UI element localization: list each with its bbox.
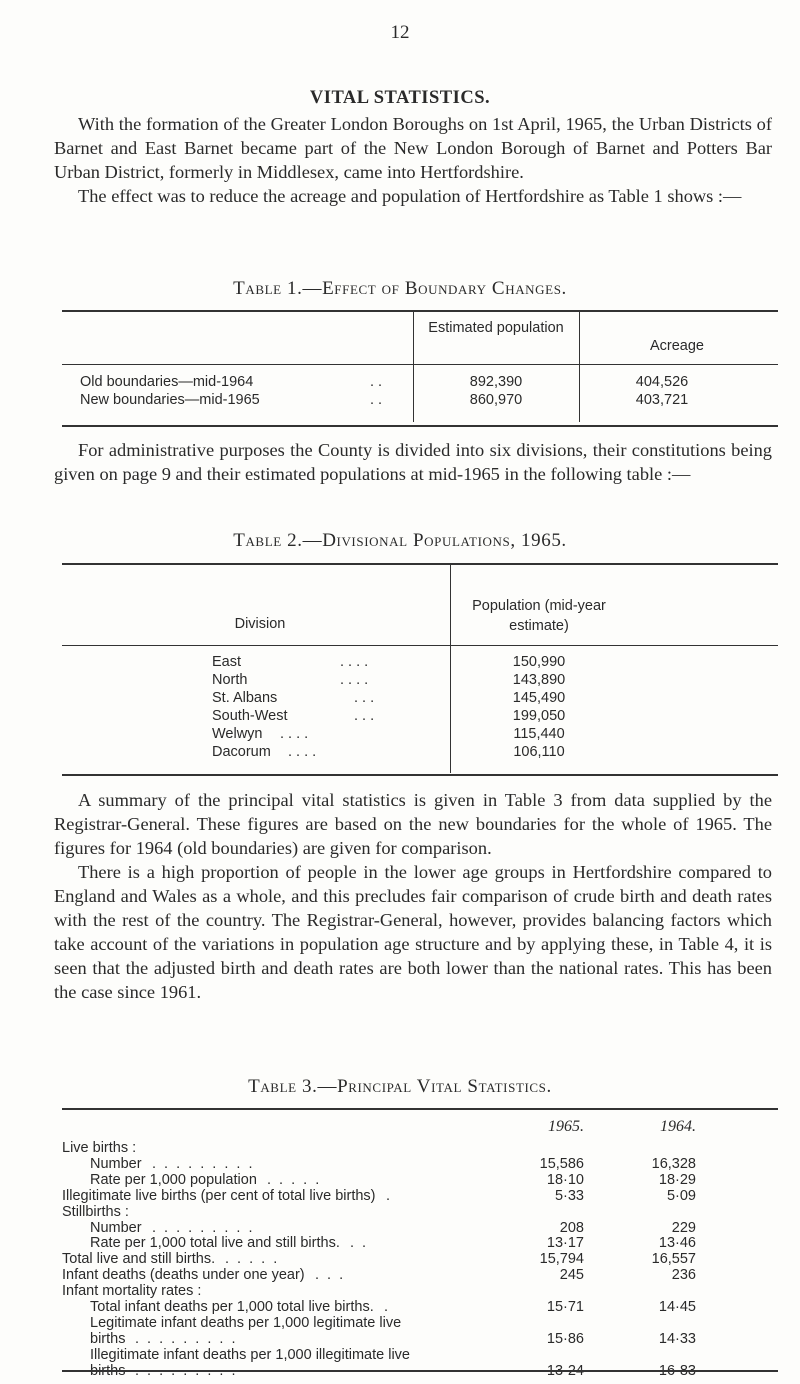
table3-row-label: Total infant deaths per 1,000 total live births. xyxy=(90,1299,374,1315)
table2-row-division: Dacorum xyxy=(212,744,271,760)
table2-row-division: East xyxy=(212,654,242,670)
table2-row-population: 115,440 xyxy=(513,726,565,742)
table3-row-label: Illegitimate live births (per cent of total live births) xyxy=(62,1187,376,1204)
table3-row-1965: 15·86 xyxy=(546,1330,584,1347)
table3-row-1965: 13·17 xyxy=(546,1235,584,1252)
table2-row-dots: . . . xyxy=(354,690,375,706)
table3-row-1964: 229 xyxy=(671,1219,696,1236)
paragraph-age-groups: There is a high proportion of people in the lower age groups in Hertfordshire compared to England and Wales as a whole, and this precludes fair comparison of crude birth and death rates with the rest of the country. The Registrar-General, however, provides balancing factors which take account of the variations in population age structure and by applying these, in Table 4, it is seen that the adjusted birth and death rates are both lower than the national rates. This has been the case since 1961. xyxy=(54,862,772,1002)
table3-row-1964: 236 xyxy=(671,1267,696,1284)
table2-row-dots: . . . . xyxy=(288,744,317,760)
table1-header-acreage: Acreage xyxy=(649,338,704,354)
table3-row-1964: 5·09 xyxy=(666,1187,696,1204)
table3-row-1964: 16,328 xyxy=(651,1155,696,1172)
table2-row-population: 199,050 xyxy=(512,708,566,724)
table1-row-acreage: 404,526 xyxy=(635,374,689,390)
table3-header-1965: 1965. xyxy=(548,1118,584,1135)
table3-row-dots: . xyxy=(386,1187,393,1204)
table3-row-dots: . . . . . . . . . xyxy=(152,1155,255,1172)
table3-row-label: Rate per 1,000 population xyxy=(90,1171,257,1188)
table2-row-dots: . . . xyxy=(354,708,375,724)
table1-row-dots: . . xyxy=(370,374,383,390)
para-administrative xyxy=(54,438,772,486)
table2-row-division: South-West xyxy=(212,708,288,724)
table2-caption-text: —Divisional Populations, 1965. xyxy=(302,530,567,551)
intro-text xyxy=(54,112,772,208)
table2-top-rule xyxy=(62,563,778,565)
table3-row-1965: 18·10 xyxy=(546,1171,584,1188)
table2-caption xyxy=(0,530,800,552)
table3-row-label: Stillbirths : xyxy=(62,1203,129,1220)
table3-row-dots: . . . . . xyxy=(267,1171,322,1188)
table3-caption xyxy=(0,1076,800,1098)
intro-paragraph-1: With the formation of the Greater London Boroughs on 1st April, 1965, the Urban Districts of Barnet and East Barnet became part of the New London Borough of Barnet and Potters Bar Urban District, formerly in Middlesex, came into Hertfordshire. xyxy=(54,114,772,182)
table2-row-dots: . . . . xyxy=(280,726,309,742)
paragraph-administrative: For administrative purposes the County is divided into six divisions, their constitutions being given on page 9 and their estimated populations at mid-1965 in the following table :— xyxy=(54,440,772,484)
table3-row-label: Legitimate infant deaths per 1,000 legitimate live xyxy=(90,1314,402,1331)
table1-row-acreage: 403,721 xyxy=(635,392,689,408)
table1-caption-text: —Effect of Boundary Changes. xyxy=(302,278,567,299)
table1-row-dots: . . xyxy=(370,392,383,408)
table2-header-population: Population (mid-year estimate) xyxy=(472,598,606,634)
table3-row-1964: 14·33 xyxy=(658,1330,696,1347)
table3-row-dots: . . . xyxy=(315,1267,346,1284)
table1-row-label: New boundaries—mid-1965 xyxy=(80,392,260,408)
paragraph-summary: A summary of the principal vital statistics is given in Table 3 from data supplied by the Registrar-General. These figures are based on the new boundaries for the whole of 1965. The figures for 1964 (old boundaries) are given for comparison. xyxy=(54,790,772,858)
page-number: 12 xyxy=(390,22,410,43)
para-summary xyxy=(54,788,772,1004)
page-title: VITAL STATISTICS. xyxy=(309,88,491,108)
table2-header-rule xyxy=(62,645,778,646)
table1-top-rule xyxy=(62,310,778,312)
table3-top-rule xyxy=(62,1108,778,1110)
table1-row-label: Old boundaries—mid-1964 xyxy=(80,374,254,390)
table3-row-1965: 15·71 xyxy=(546,1299,584,1315)
table2-row-population: 106,110 xyxy=(513,744,565,760)
table3-row-label: Number xyxy=(90,1219,142,1236)
table2-row-division: St. Albans xyxy=(212,690,278,706)
table2-row-dots: . . . . xyxy=(340,672,369,688)
table2-row-population: 145,490 xyxy=(512,690,566,706)
table1-caption-prefix: Table 1. xyxy=(233,278,303,299)
table3-row-dots: . . . . . xyxy=(225,1251,280,1268)
table1-header-rule xyxy=(62,364,778,365)
table3-row-dots: . xyxy=(384,1299,391,1315)
table3-row-1964: 13·46 xyxy=(658,1235,696,1252)
table2-row-population: 143,890 xyxy=(512,672,566,688)
table2-col-divider-body xyxy=(450,645,451,773)
table3-row-label: Live births : xyxy=(62,1140,137,1156)
table3-row-label: births xyxy=(90,1330,126,1347)
intro-paragraph-2: The effect was to reduce the acreage and population of Hertfordshire as Table 1 shows :— xyxy=(78,186,742,206)
table3-row-1965: 13·24 xyxy=(546,1362,584,1379)
table2-header-division: Division xyxy=(234,616,286,632)
table2-row-population: 150,990 xyxy=(512,654,566,670)
table3-row-label: Rate per 1,000 total live and still births. xyxy=(90,1235,340,1252)
table1-row-population: 892,390 xyxy=(469,374,523,390)
table3-caption-text: —Principal Vital Statistics. xyxy=(317,1076,552,1097)
table3-row-label: Infant mortality rates : xyxy=(62,1283,202,1300)
table3-row-1965: 5·33 xyxy=(554,1187,584,1204)
table3-caption-prefix: Table 3. xyxy=(248,1076,318,1097)
table3-row-dots: . . . . . . . . . xyxy=(135,1362,238,1379)
table1-caption xyxy=(0,278,800,300)
table2-row-division: Welwyn xyxy=(212,726,263,742)
table3-row-label: Illegitimate infant deaths per 1,000 illegitimate live xyxy=(90,1346,410,1363)
table3-row-1965: 15,586 xyxy=(539,1155,584,1172)
table3-row-1965: 245 xyxy=(559,1267,584,1284)
table3-row-label: births xyxy=(90,1362,126,1379)
table3-row-label: Infant deaths (deaths under one year) xyxy=(62,1267,305,1284)
table3-row-dots: . . . . . . . . . xyxy=(135,1330,238,1347)
table3-bottom-rule xyxy=(62,1370,778,1372)
table3-row-1965: 208 xyxy=(559,1219,584,1236)
table3-row-1964: 16,557 xyxy=(651,1251,696,1268)
table3-row-label: Total live and still births. xyxy=(62,1251,216,1268)
table1-header-population: Estimated population xyxy=(428,320,564,336)
table3-row-1965: 15,794 xyxy=(539,1251,584,1268)
table2-bottom-rule xyxy=(62,774,778,776)
table3-header-1964: 1964. xyxy=(660,1118,696,1135)
table3-row-label: Number xyxy=(90,1155,142,1172)
table2-row-division: North xyxy=(212,672,248,688)
table1-bottom-rule xyxy=(62,425,778,427)
table3-row-1964: 14·45 xyxy=(658,1299,696,1315)
table3-row-1964: 18·29 xyxy=(658,1171,696,1188)
table3-row-dots: . . xyxy=(350,1235,369,1252)
table3-row-1964: 16·83 xyxy=(658,1362,696,1379)
table1-row-population: 860,970 xyxy=(469,392,523,408)
table2-row-dots: . . . . xyxy=(340,654,369,670)
table3-row-dots: . . . . . . . . . xyxy=(152,1219,255,1236)
table2-caption-prefix: Table 2. xyxy=(233,530,303,551)
